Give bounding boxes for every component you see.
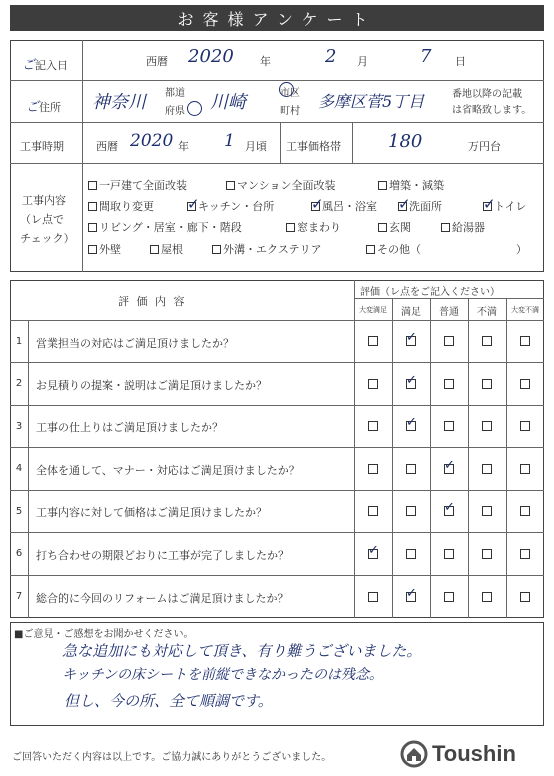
rating-checkbox[interactable] xyxy=(482,336,492,346)
rating-checkbox[interactable] xyxy=(520,421,530,431)
work-item[interactable]: 給湯器 xyxy=(441,219,485,235)
check-mark-icon: ✓ xyxy=(368,542,379,558)
price-label: 工事価格帯 xyxy=(286,140,341,153)
rating-checkbox[interactable] xyxy=(482,549,492,559)
content-label-1: 工事内容 xyxy=(22,194,66,207)
question-text: 工事内容に対して価格はご満足頂けましたか？ xyxy=(36,506,267,519)
work-month-value: 1 xyxy=(224,131,235,151)
entry-date-label: ご記入日 xyxy=(22,58,69,73)
scale-satisfied: 満足 xyxy=(401,306,421,318)
rating-checkbox[interactable] xyxy=(444,379,454,389)
work-year-unit: 年 xyxy=(178,140,189,153)
work-month-unit: 月頃 xyxy=(245,140,267,153)
work-item[interactable]: ✓ 洗面所 xyxy=(398,195,442,213)
rating-checkbox[interactable] xyxy=(520,506,530,516)
question-number: 4 xyxy=(15,463,23,474)
to-label: 都道 xyxy=(165,88,185,99)
scale-normal: 普通 xyxy=(439,306,459,318)
fuken-circle xyxy=(187,101,202,116)
rating-checkbox[interactable] xyxy=(482,379,492,389)
work-item[interactable]: 間取り変更 xyxy=(88,198,154,214)
checkbox[interactable] xyxy=(226,181,235,190)
work-item[interactable]: ✓ キッチン・台所 xyxy=(187,195,275,213)
rating-checkbox[interactable] xyxy=(368,336,378,346)
toushin-logo-icon xyxy=(400,740,428,768)
checkbox[interactable] xyxy=(212,245,221,254)
work-item[interactable]: 増築・減築 xyxy=(378,177,444,193)
work-item[interactable]: 外壁 xyxy=(88,241,121,257)
rating-checkbox[interactable] xyxy=(368,379,378,389)
question-number: 6 xyxy=(15,548,23,559)
year-unit: 年 xyxy=(260,55,271,68)
checkbox[interactable] xyxy=(88,223,97,232)
rating-checkbox[interactable] xyxy=(520,336,530,346)
question-number: 7 xyxy=(15,591,23,602)
rating-checkbox-checked[interactable] xyxy=(406,330,417,346)
rating-checkbox[interactable] xyxy=(444,549,454,559)
town-value: 多摩区菅5丁目 xyxy=(318,92,425,111)
day-unit: 日 xyxy=(455,55,466,68)
comment-line-1: 急な追加にも対応して頂き、有り難うございました。 xyxy=(62,642,422,660)
page-title: お客様アンケート xyxy=(10,5,544,31)
rating-checkbox[interactable] xyxy=(444,421,454,431)
checkbox-checked[interactable]: ✓ xyxy=(187,195,200,213)
question-text: お見積りの提案・説明はご満足頂けましたか？ xyxy=(36,379,267,392)
survey-table xyxy=(10,280,544,618)
rating-checkbox[interactable] xyxy=(482,464,492,474)
era-label: 西暦 xyxy=(146,55,168,68)
work-item[interactable]: ✓ トイレ xyxy=(483,195,527,213)
content-header: 評 価 内 容 xyxy=(118,295,187,308)
shiku-circle xyxy=(279,82,294,97)
month-unit: 月 xyxy=(357,55,368,68)
checkbox[interactable] xyxy=(286,223,295,232)
question-number: 1 xyxy=(15,335,23,347)
info-table xyxy=(10,40,544,272)
rating-checkbox[interactable] xyxy=(520,549,530,559)
price-unit: 万円台 xyxy=(468,140,501,153)
rating-checkbox[interactable] xyxy=(368,506,378,516)
checkbox[interactable] xyxy=(150,245,159,254)
entry-year-value: 2020 xyxy=(188,46,234,67)
rating-checkbox[interactable] xyxy=(406,549,416,559)
rating-checkbox[interactable] xyxy=(444,336,454,346)
address-label: ご住所 xyxy=(26,100,62,115)
brand-name: Toushin xyxy=(432,741,516,766)
rating-header: 評価（レ点をご記入ください） xyxy=(360,287,500,298)
work-era-label: 西暦 xyxy=(96,140,118,153)
work-item[interactable]: マンション全面改装 xyxy=(226,177,336,193)
rating-checkbox[interactable] xyxy=(482,592,492,602)
check-mark-icon: ✓ xyxy=(444,457,455,473)
rating-checkbox-checked[interactable] xyxy=(444,500,455,516)
check-mark-icon: ✓ xyxy=(406,415,417,430)
rating-checkbox-checked[interactable] xyxy=(406,585,417,602)
price-value: 180 xyxy=(388,131,423,152)
work-item[interactable]: 外溝・エクステリア xyxy=(212,241,322,257)
rating-checkbox[interactable] xyxy=(520,379,530,389)
work-item[interactable]: 屋根 xyxy=(150,241,183,257)
checkbox-checked[interactable]: ✓ xyxy=(483,195,496,213)
checkbox[interactable] xyxy=(88,202,97,211)
scale-very-dissatisfied: 大変不満 xyxy=(511,306,539,314)
fuken-label: 府県 xyxy=(165,106,185,117)
rating-checkbox[interactable] xyxy=(482,421,492,431)
rating-checkbox[interactable] xyxy=(482,506,492,516)
check-mark-icon: ✓ xyxy=(406,372,417,388)
checkbox-checked[interactable]: ✓ xyxy=(398,195,411,213)
check-mark-icon: ✓ xyxy=(406,585,417,601)
rating-checkbox[interactable] xyxy=(406,464,416,474)
question-text: 打ち合わせの期限どおりに工事が完了しましたか？ xyxy=(36,549,289,562)
rating-checkbox[interactable] xyxy=(444,592,454,602)
question-text: 営業担当の対応はご満足頂けましたか？ xyxy=(36,337,234,350)
address-note-2: は省略致します。 xyxy=(452,105,532,116)
scale-dissatisfied: 不満 xyxy=(477,306,497,318)
question-text: 全体を通して、マナー・対応はご満足頂けましたか？ xyxy=(36,464,300,477)
rating-checkbox[interactable] xyxy=(520,464,530,474)
chouson-label: 町村 xyxy=(280,106,300,117)
question-number: 5 xyxy=(15,505,23,517)
rating-checkbox-checked[interactable] xyxy=(368,542,379,559)
checkbox-checked[interactable]: ✓ xyxy=(311,195,324,213)
address-note-1: 番地以降の記載 xyxy=(452,89,522,100)
scale-very-satisfied: 大変満足 xyxy=(359,306,387,314)
city-value: 川崎 xyxy=(210,92,246,113)
comment-line-2: キッチンの床シートを前縦できなかったのは残念。 xyxy=(62,667,384,683)
checkbox[interactable] xyxy=(88,181,97,190)
checkbox[interactable] xyxy=(378,181,387,190)
work-item[interactable]: 一戸建て全面改装 xyxy=(88,177,187,193)
comments-label: ■ご意見・ご感想をお聞かせください。 xyxy=(14,629,194,640)
question-number: 3 xyxy=(15,420,23,432)
checkbox[interactable] xyxy=(378,223,387,232)
rating-checkbox[interactable] xyxy=(520,592,530,602)
rating-checkbox-checked[interactable] xyxy=(406,372,417,389)
entry-day-value: 7 xyxy=(420,46,432,67)
check-mark-icon: ✓ xyxy=(444,500,455,515)
question-number: 2 xyxy=(15,378,23,389)
question-text: 工事の仕上りはご満足頂けましたか？ xyxy=(36,421,223,434)
work-item[interactable]: その他（ xyxy=(366,241,421,257)
rating-checkbox[interactable] xyxy=(406,506,416,516)
checkbox[interactable] xyxy=(366,245,375,254)
footer-thanks: ご回答いただく内容は以上です。ご協力誠にありがとうございました。 xyxy=(12,752,332,763)
work-item[interactable]: 玄関 xyxy=(378,219,411,235)
content-label-2: （レ点で xyxy=(20,213,64,226)
work-item[interactable]: 窓まわり xyxy=(286,219,341,235)
work-item[interactable]: ✓ 風呂・浴室 xyxy=(311,195,377,213)
work-period-label: 工事時期 xyxy=(20,140,64,153)
work-item[interactable]: リビング・居室・廊下・階段 xyxy=(88,219,242,235)
rating-checkbox-checked[interactable] xyxy=(444,457,455,474)
rating-checkbox[interactable] xyxy=(368,464,378,474)
prefecture-value: 神奈川 xyxy=(92,92,146,113)
checkbox[interactable] xyxy=(88,245,97,254)
question-text: 総合的に今回のリフォームはご満足頂けましたか？ xyxy=(36,592,289,605)
checkbox[interactable] xyxy=(441,223,450,232)
check-mark-icon: ✓ xyxy=(406,330,417,345)
entry-month-value: 2 xyxy=(325,46,337,67)
content-label-3: チェック） xyxy=(20,232,75,245)
work-year-value: 2020 xyxy=(130,131,174,151)
shiku-label: 市区 xyxy=(280,88,300,99)
rating-checkbox[interactable] xyxy=(368,592,378,602)
other-close-paren: ） xyxy=(516,243,527,256)
rating-checkbox-checked[interactable] xyxy=(406,415,417,431)
comment-line-3: 但し、今の所、全て順調です。 xyxy=(64,692,273,710)
rating-checkbox[interactable] xyxy=(368,421,378,431)
